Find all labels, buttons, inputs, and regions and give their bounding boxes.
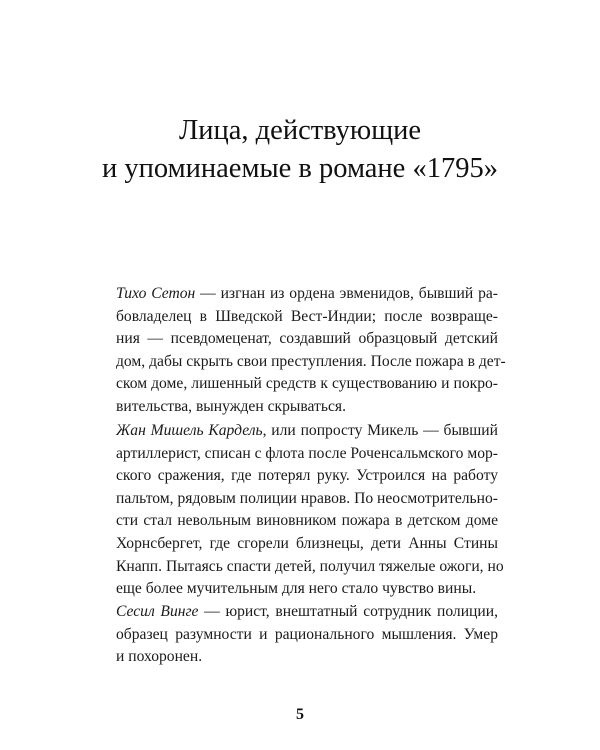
page-number: 5 <box>296 706 304 723</box>
character-name: Жан Мишель Кардель <box>116 422 263 439</box>
entry-text: — юрист, внештатный сотрудник полиции, <box>198 603 498 620</box>
entry-line: вительства, вынужден скрываться. <box>116 397 346 415</box>
character-entry-winge <box>116 601 498 669</box>
character-entry-cardell <box>116 420 504 601</box>
character-name: Сесил Винге <box>116 603 199 620</box>
entry-line <box>116 601 498 624</box>
title-line-1: Лица, действующие <box>178 115 422 146</box>
entry-line: Кнапп. Пытаясь спасти детей, получил тяжелые ожоги, но <box>116 557 504 575</box>
entry-text: , или попросту Микель — бывший <box>262 422 498 439</box>
entry-line <box>116 283 498 306</box>
entry-line: ском доме, лишенный средств к существованию и покро- <box>116 375 498 393</box>
entry-line: образец разумности и рационального мышления. Умер <box>116 625 498 643</box>
entry-line: Хорнсбергет, где сгорели близнецы, дети Анны Стины <box>116 534 498 552</box>
character-entry-seton <box>116 283 506 419</box>
entry-line: ского сражения, где потерял руку. Устроился на работу <box>116 467 498 485</box>
page-title <box>0 112 600 188</box>
entry-line: сти стал невольным виновником пожара в детском доме <box>116 512 498 530</box>
entry-line <box>116 420 498 443</box>
entry-line: ния — псевдомеценат, создавший образцовый детский <box>116 330 498 348</box>
character-name: Тихо Сетон <box>116 285 196 302</box>
entry-line: пальтом, рядовым полиции нравов. По неосмотрительно- <box>116 489 498 507</box>
entry-line: бовладелец в Шведской Вест-Индии; после возвраще- <box>116 307 498 325</box>
entry-line: еще более мучительным для него стало чувство вины. <box>116 580 477 598</box>
entry-text: — изгнан из ордена эвменидов, бывший ра- <box>195 285 498 302</box>
entry-line: и похоронен. <box>116 648 203 666</box>
title-line-2: и упоминаемые в романе «1795» <box>102 153 498 184</box>
entry-line: дом, дабы скрыть свои преступления. После пожара в дет- <box>116 352 506 370</box>
entry-line: артиллерист, списан с флота после Роченсальмского мор- <box>116 444 498 462</box>
